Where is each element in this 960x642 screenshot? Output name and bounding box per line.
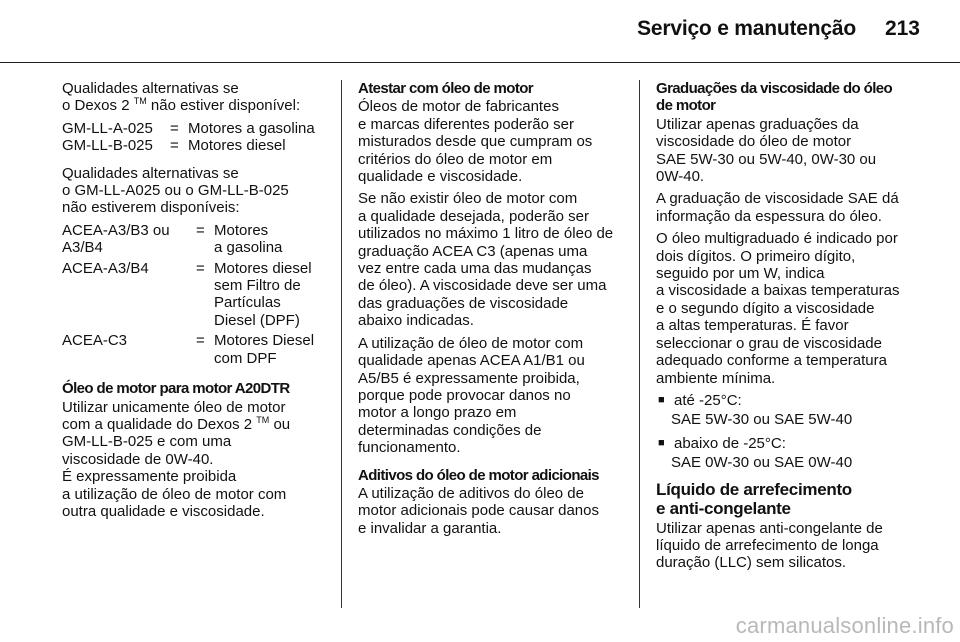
viscosity-text-3: O óleo multigraduado é indicado por dois dígitos. O primeiro dígito, seguido por um W, indica a viscosidade a baixas temperaturas e o segundo dígito a viscosidade a altas temperaturas. É favor seleccionar o grau de viscosidade adequado conforme a temperatura ambiente mínima. — [656, 230, 900, 387]
table-value: Motores a gasolina — [188, 119, 315, 137]
alt-qualities-gm-text: Qualidades alternativas se o GM-LL-A025 ou o GM-LL-B-025 não estiverem disponíveis: — [62, 164, 289, 217]
table-value: Motores diesel — [188, 137, 286, 155]
page-header — [0, 0, 960, 62]
square-bullet-icon: ■ — [658, 393, 665, 406]
topping-up-text-1: Óleos de motor de fabricantes e marcas diferentes poderão ser misturados desde que cumpram os critérios do óleo de motor em qualidade e viscosidade. — [358, 98, 593, 186]
header-rule — [0, 62, 960, 63]
a20dtr-text — [62, 399, 334, 521]
table-row — [62, 222, 334, 260]
square-bullet-icon: ■ — [658, 436, 665, 449]
bullet-item — [656, 392, 928, 409]
table-key: ACEA-A3/B4 — [62, 259, 149, 277]
equals-sign: = — [196, 332, 205, 350]
coolant-text: Utilizar apenas anti-congelante de líquido de arrefecimento de longa duração (LLC) sem silicatos. — [656, 519, 883, 572]
bullet-item — [656, 435, 928, 452]
bullet-label: abaixo de -25°C: — [674, 434, 786, 452]
table-row — [62, 332, 334, 370]
page-number: 213 — [884, 17, 920, 40]
bullet-value: SAE 0W-30 ou SAE 0W-40 — [671, 454, 853, 472]
additives-text: A utilização de aditivos do óleo de motor adicionais pode causar danos e invalidar a garantia. — [358, 484, 599, 537]
table-key: GM-LL-A-025 — [62, 119, 153, 137]
topping-up-text-3: A utilização de óleo de motor com qualidade apenas ACEA A1/B1 ou A5/B5 é expressamente proibida, porque pode provocar danos no motor a longo prazo em determinadas condições de funcionamento. — [358, 334, 585, 457]
table-row — [62, 260, 334, 333]
equals-sign: = — [196, 259, 205, 277]
oil-quality-table-2 — [62, 222, 334, 370]
column-1 — [62, 80, 334, 525]
text-line: o Dexos 2 — [62, 97, 134, 115]
table-value: Motores Diesel com DPF — [214, 332, 315, 367]
table-key: GM-LL-B-025 — [62, 137, 153, 155]
text-line: ou GM-LL-B-025 e com uma viscosidade de 0W-40. É expressamente proibida a utilização de óleo de motor com outra qualidade e viscosidade. — [62, 415, 291, 520]
text-line: Utilizar unicamente óleo de motor com a qualidade do Dexos 2 — [62, 398, 286, 433]
topping-up-heading: Atestar com óleo de motor — [358, 80, 534, 97]
table-key: ACEA-A3/B3 ou A3/B4 — [62, 221, 170, 257]
alt-qualities-dexos-text — [62, 80, 334, 115]
header-title: Serviço e manutenção — [637, 17, 856, 40]
table-key: ACEA-C3 — [62, 332, 128, 350]
bullet-label: até -25°C: — [674, 391, 742, 409]
viscosity-text-1: Utilizar apenas graduações da viscosidade do óleo de motor SAE 5W-30 ou 5W-40, 0W-30 ou 0W-40. — [656, 115, 877, 186]
bullet-value: SAE 5W-30 ou SAE 5W-40 — [671, 411, 853, 429]
viscosity-text-2: A graduação de viscosidade SAE dá informação da espessura do óleo. — [656, 190, 899, 225]
watermark: carmanualsonline.info — [735, 613, 954, 638]
trademark-mark: TM — [256, 414, 270, 425]
text-line: Qualidades alternativas se — [62, 80, 239, 97]
table-row — [62, 120, 334, 137]
equals-sign: = — [196, 221, 205, 239]
table-value: Motores a gasolina — [214, 221, 283, 257]
viscosity-heading: Graduações da viscosidade do óleo de motor — [656, 80, 893, 115]
column-divider-1 — [341, 80, 342, 608]
table-row — [62, 137, 334, 154]
column-3 — [656, 80, 928, 577]
table-value: Motores diesel sem Filtro de Partículas Diesel (DPF) — [214, 259, 312, 329]
coolant-heading: Líquido de arrefecimento e anti-congelante — [656, 479, 852, 518]
text-line: não estiver disponível: — [146, 97, 301, 115]
column-2 — [358, 80, 624, 542]
equals-sign: = — [170, 119, 179, 137]
a20dtr-heading: Óleo de motor para motor A20DTR — [62, 380, 290, 398]
oil-quality-table-1 — [62, 120, 334, 155]
additives-heading: Aditivos do óleo de motor adicionais — [358, 466, 599, 484]
equals-sign: = — [170, 137, 179, 155]
topping-up-text-2: Se não existir óleo de motor com a qualidade desejada, poderão ser utilizados no máximo 1 litro de óleo de graduação ACEA C3 (apenas uma vez entre cada uma das mudanças de óleo). A viscosidade deve ser uma das graduações de viscosidade abaixo indicadas. — [358, 190, 614, 330]
trademark-mark: TM — [133, 96, 147, 107]
column-divider-2 — [639, 80, 640, 608]
